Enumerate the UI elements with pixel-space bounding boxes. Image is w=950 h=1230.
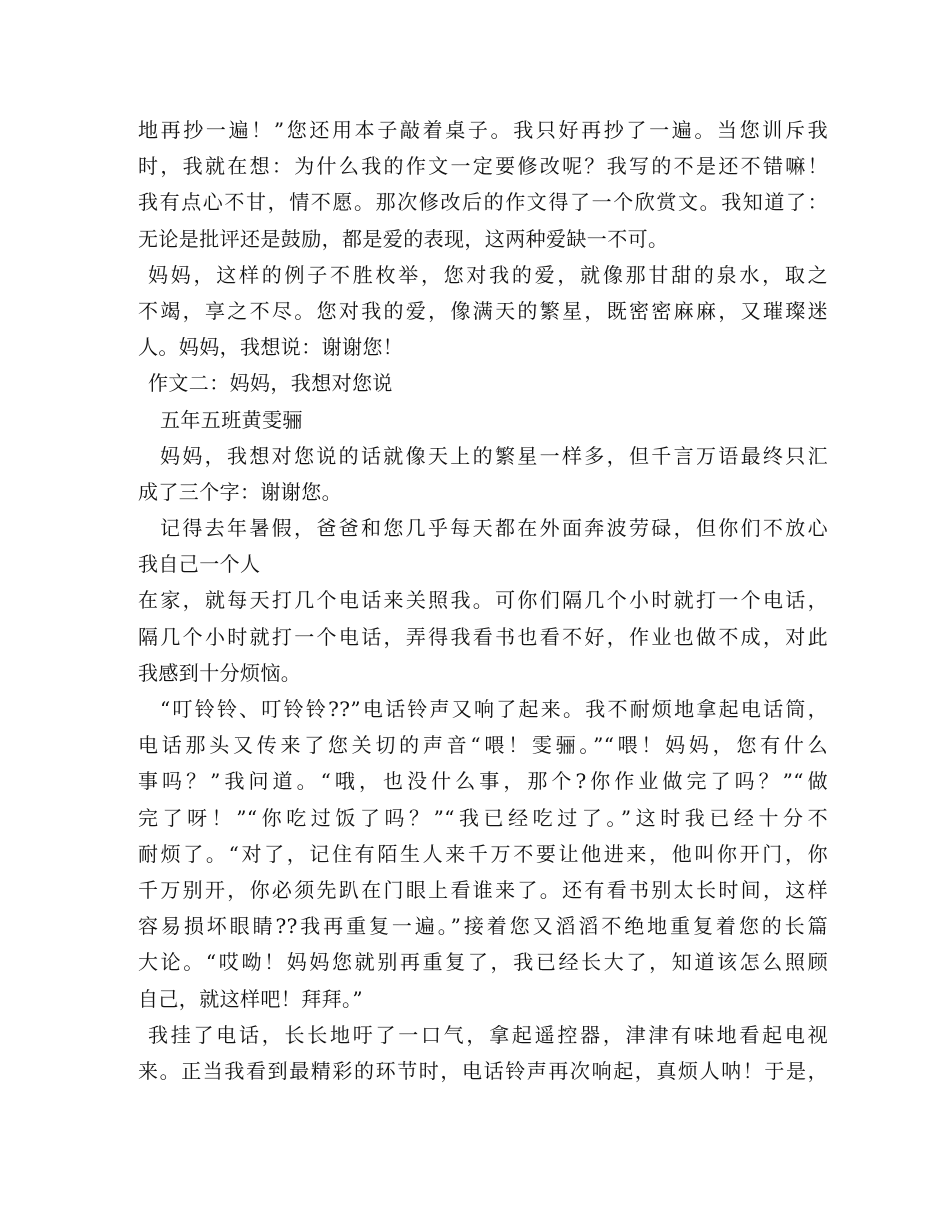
text-line: 妈妈，我想对您说的话就像天上的繁星一样多，但千言万语最终只汇	[160, 443, 828, 468]
text-line: 成了三个字：谢谢您。	[138, 479, 342, 504]
text-line: 妈妈，这样的例子不胜枚举，您对我的爱，就像那甘甜的泉水，取之	[148, 262, 828, 287]
text-line: 千万别开，你必须先趴在门眼上看谁来了。还有看书别太长时间，这样	[138, 877, 828, 902]
text-line: 在家，就每天打几个电话来关照我。可你们隔几个小时就打一个电话，	[138, 588, 828, 613]
text-line: 时，我就在想：为什么我的作文一定要修改呢？我写的不是还不错嘛！	[138, 154, 828, 179]
text-line: 无论是批评还是鼓励，都是爱的表现，这两种爱缺一不可。	[138, 226, 669, 251]
text-line: 不竭，享之不尽。您对我的爱，像满天的繁星，既密密麻麻，又璀璨迷	[138, 298, 828, 323]
text-line: 大论。“哎呦！妈妈您就别再重复了，我已经长大了，知道该怎么照顾	[138, 950, 828, 975]
text-line: 记得去年暑假，爸爸和您几乎每天都在外面奔波劳碌，但你们不放心	[160, 516, 828, 541]
text-line: 容易损坏眼睛??我再重复一遍。”接着您又滔滔不绝地重复着您的长篇	[138, 914, 828, 939]
text-line: 自己，就这样吧！拜拜。”	[138, 986, 364, 1011]
essay-text	[138, 112, 828, 1089]
text-line: 我有点心不甘，情不愿。那次修改后的作文得了一个欣赏文。我知道了：	[138, 190, 828, 215]
text-line: 我挂了电话，长长地吁了一口气，拿起遥控器，津津有味地看起电视	[148, 1022, 828, 1047]
text-line: 作文二：妈妈，我想对您说	[148, 371, 393, 396]
text-line: 地再抄一遍！”您还用本子敲着桌子。我只好再抄了一遍。当您训斥我	[138, 118, 828, 142]
text-line: 我感到十分烦恼。	[138, 660, 302, 685]
text-line: 来。正当我看到最精彩的环节时，电话铃声再次响起，真烦人呐！于是，	[138, 1058, 828, 1083]
text-line: “叮铃铃、叮铃铃??”电话铃声又响了起来。我不耐烦地拿起电话筒，	[160, 697, 828, 721]
text-line: 隔几个小时就打一个电话，弄得我看书也看不好，作业也做不成，对此	[138, 624, 828, 649]
text-line: 事吗？”我问道。“哦，也没什么事，那个?你作业做完了吗？”“做	[138, 769, 828, 794]
text-line: 五年五班黄雯骊	[160, 407, 303, 432]
text-line: 我自己一个人	[138, 552, 261, 577]
text-line: 人。妈妈，我想说：谢谢您！	[138, 335, 404, 360]
text-line: 电话那头又传来了您关切的声音“喂！雯骊。”“喂！妈妈，您有什么	[138, 733, 828, 758]
text-line: 完了呀！”“你吃过饭了吗？”“我已经吃过了。”这时我已经十分不	[138, 805, 828, 830]
text-line: 耐烦了。“对了，记住有陌生人来千万不要让他进来，他叫你开门，你	[138, 841, 828, 866]
